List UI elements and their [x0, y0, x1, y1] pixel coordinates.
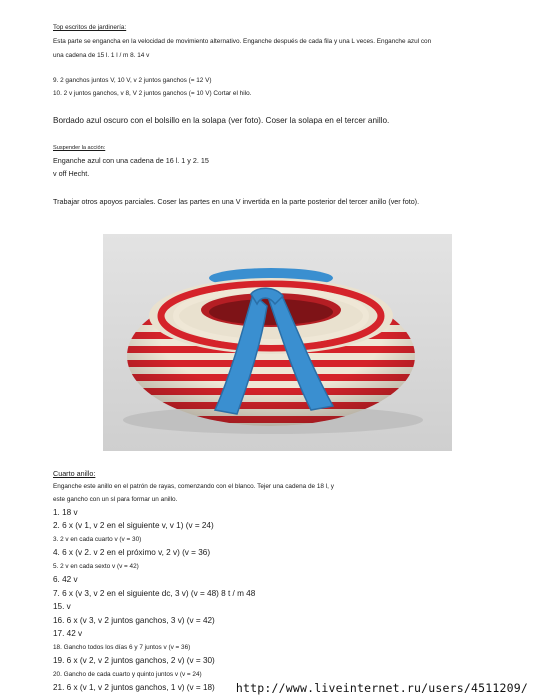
row-item: 19. 6 x (v 2, v 2 juntos ganchos, 2 v) (v = 30) [53, 656, 215, 665]
row-10: 10. 2 v juntos ganchos, v 8, V 2 juntos ganchos (= 10 V) Cortar el hilo. [53, 90, 252, 97]
source-url-watermark: http://www.liveinternet.ru/users/4511209/ [235, 681, 528, 695]
trabajar-paragraph: Trabajar otros apoyos parciales. Coser las partes en una V invertida en la parte posterior del tercer anillo (ver foto). [53, 197, 420, 206]
row-item: 7. 6 x (v 3, v 2 en el siguiente dc, 3 v) (v = 48) 8 t / m 48 [53, 589, 256, 598]
crochet-ring-photo [103, 234, 452, 451]
section-heading-top: Top escritos de jardinería: [53, 24, 127, 31]
suspender-line: v off Hecht. [53, 169, 90, 178]
row-item: 4. 6 x (v 2. v 2 en el próximo v, 2 v) (v = 36) [53, 548, 211, 557]
row-item: 6. 42 v [53, 575, 78, 584]
row-item: 5. 2 v en cada sexto v (v = 42) [53, 563, 139, 570]
bordado-paragraph: Bordado azul oscuro con el bolsillo en la solapa (ver foto). Coser la solapa en el tercer anillo. [53, 116, 390, 125]
row-9: 9. 2 ganchos juntos V, 10 V, v 2 juntos ganchos (= 12 V) [53, 77, 212, 84]
section-heading-cuarto: Cuarto anillo: [53, 469, 96, 478]
row-item: 3. 2 v en cada cuarto v (v = 30) [53, 536, 142, 543]
row-item: 21. 6 x (v 1, v 2 juntos ganchos, 1 v) (v = 18) [53, 683, 215, 692]
row-item: 2. 6 x (v 1, v 2 en el siguiente v, v 1) (v = 24) [53, 521, 214, 530]
paragraph-line: este gancho con un sl para formar un anillo. [53, 496, 178, 503]
row-item: 1. 18 v [53, 508, 78, 517]
paragraph-line: Enganche este anillo en el patrón de rayas, comenzando con el blanco. Tejer una cadena de 18 l, y [53, 483, 334, 490]
suspender-heading: Suspender la acción: [53, 145, 106, 151]
row-item: 17. 42 v [53, 629, 83, 638]
row-item: 15. v [53, 602, 71, 611]
row-item: 18. Gancho todos los días 6 y 7 juntos v (v = 36) [53, 644, 191, 651]
suspender-line: Enganche azul con una cadena de 16 l. 1 y 2. 15 [53, 156, 209, 165]
paragraph-line: Esta parte se engancha en la velocidad de movimiento alternativo. Enganche después de cada fila y una L veces. Enganche azul con [53, 38, 432, 45]
row-item: 16. 6 x (v 3, v 2 juntos ganchos, 3 v) (v = 42) [53, 616, 215, 625]
paragraph-line: una cadena de 15 l. 1 l / m 8. 14 v [53, 52, 150, 59]
row-item: 20. Gancho de cada cuarto y quinto juntos v (v = 24) [53, 671, 202, 678]
crochet-ring-illustration [103, 234, 452, 451]
